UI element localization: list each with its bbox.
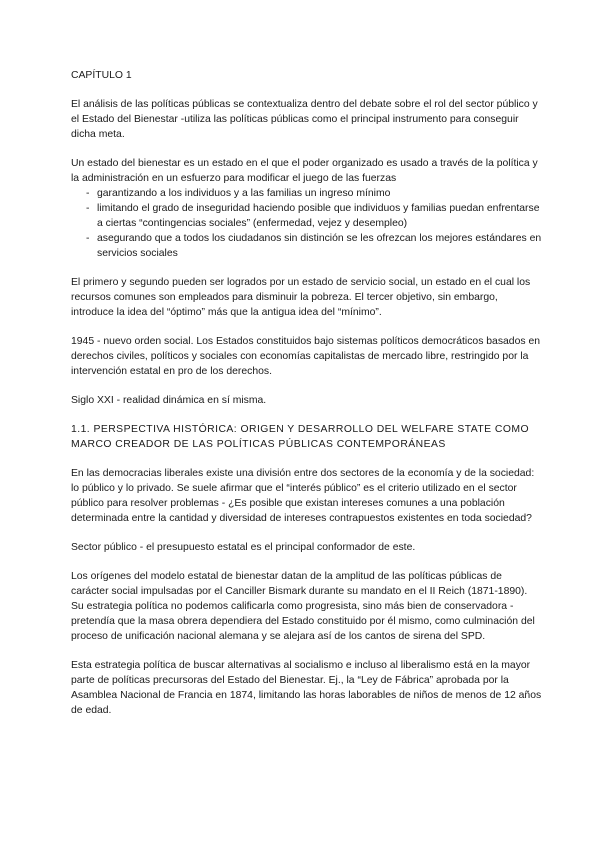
list-item: - garantizando a los individuos y a las familias un ingreso mínimo — [71, 186, 542, 201]
democracies-paragraph: En las democracias liberales existe una división entre dos sectores de la economía y de la sociedad: lo público y lo privado. Se suele afirmar que el “interés público” es el criterio utilizado en el sector público para resolver problemas - ¿Es posible que existan intereses comunes a una población determinada entre la cantidad y diversidad de intereses contrapuestos existentes en toda sociedad? — [71, 468, 535, 524]
list-item: - limitando el grado de inseguridad haciendo posible que individuos y familias puedan enfrentarse a ciertas “contingencias sociales” (enfermedad, vejez y desempleo) — [71, 201, 542, 231]
public-sector-paragraph: Sector público - el presupuesto estatal es el principal conformador de este. — [71, 542, 416, 553]
objectives-paragraph: El primero y segundo pueden ser logrados por un estado de servicio social, un estado en el cual los recursos comunes son empleados para disminuir la pobreza. El tercer objetivo, sin embargo, introduce la idea del “óptimo” más que la antigua idea del “mínimo”. — [71, 277, 531, 318]
paragraph-1945: 1945 - nuevo orden social. Los Estados constituidos bajo sistemas políticos democráticos basados en derechos civiles, políticos y sociales con economías capitalistas de mercado libre, restringido por la intervención estatal en pro de los derechos. — [71, 336, 540, 377]
chapter-title: CAPÍTULO 1 — [71, 70, 132, 81]
welfare-definition-paragraph: Un estado del bienestar es un estado en el que el poder organizado es usado a través de la política y la administración en un esfuerzo para modificar el juego de las fuerzas — [71, 158, 538, 184]
section-heading: 1.1. PERSPECTIVA HISTÓRICA: ORIGEN Y DESARROLLO DEL WELFARE STATE COMO MARCO CREADOR DE LAS POLÍTICAS PÚBLICAS CONTEMPORÁNEAS — [71, 424, 529, 450]
paragraph-siglo-xxi: Siglo XXI - realidad dinámica en sí misma. — [71, 395, 267, 406]
origins-paragraph: Los orígenes del modelo estatal de bienestar datan de la amplitud de las políticas públicas de carácter social impulsadas por el Canciller Bismark durante su mandato en el II Reich (1871-1890). Su estrategia política no podemos calificarla como progresista, sino más bien de conservadora - pretendía que la masa obrera dependiera del Estado constituido por él mismo, como culminación del proceso de unificación nacional alemana y se alejara así de los cantos de sirena del SPD. — [71, 571, 535, 642]
list-item: - asegurando que a todos los ciudadanos sin distinción se les ofrezcan los mejores estándares en servicios sociales — [71, 231, 542, 261]
intro-paragraph: El análisis de las políticas públicas se contextualiza dentro del debate sobre el rol del sector público y el Estado del Bienestar -utiliza las políticas públicas como el principal instrumento para conseguir dicha meta. — [71, 99, 538, 140]
strategy-paragraph: Esta estrategia política de buscar alternativas al socialismo e incluso al liberalismo está en la mayor parte de políticas precursoras del Estado del Bienestar. Ej., la “Ley de Fábrica” aprobada por la Asamblea Nacional de Francia en 1874, limitando las horas laborables de niños de menos de 12 años de edad. — [71, 660, 542, 716]
welfare-goals-list — [71, 186, 542, 261]
